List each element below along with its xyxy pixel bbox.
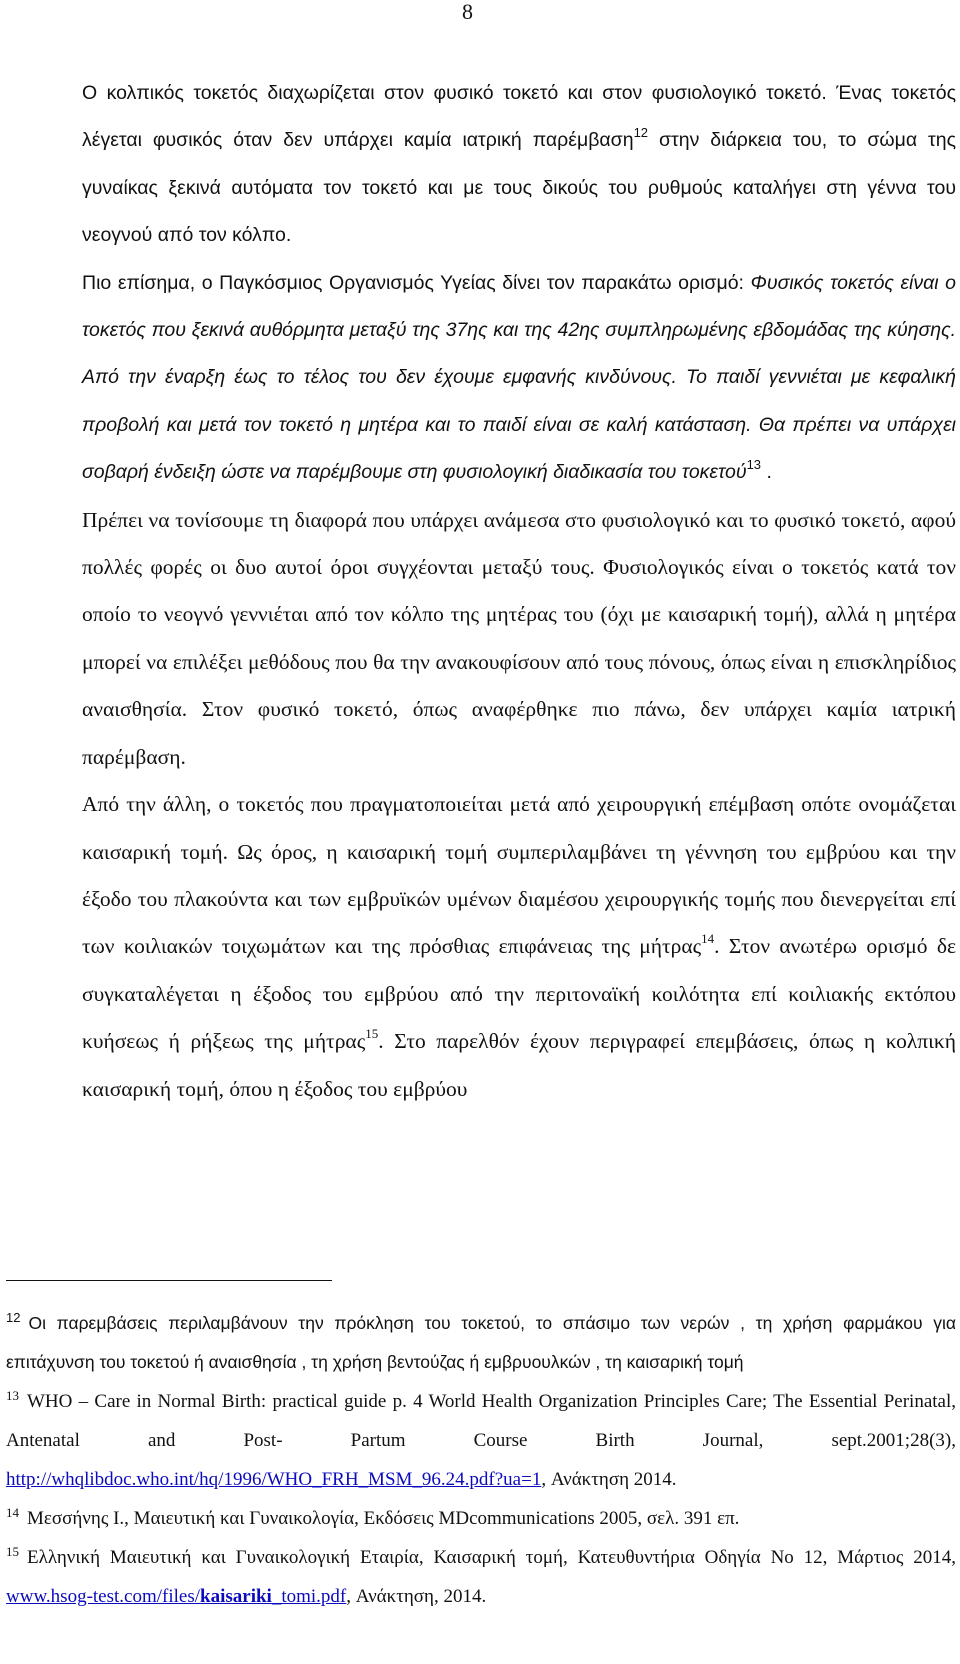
- footnote-number: 15: [6, 1543, 19, 1559]
- hsog-pdf-link[interactable]: [6, 1586, 346, 1607]
- footnote-number: 13: [6, 1387, 19, 1403]
- text-run: .: [761, 461, 772, 484]
- body-text: [6, 70, 956, 1113]
- footnote-13: [6, 1382, 956, 1499]
- link-part-bold: kaisariki: [200, 1586, 272, 1607]
- footnote-14: [6, 1499, 956, 1538]
- paragraph-difference: Πρέπει να τονίσουμε τη διαφορά που υπάρχει ανάμεσα στο φυσιολογικό και το φυσικό τοκετό, αφού πολλές φορές οι δυο αυτοί όροι συγχέονται μεταξύ τους. Φυσιολογικός είναι ο τοκετός κατά τον οποίο το νεογνό γεννιέται από τον κόλπο της μητέρας του (όχι με καισαρική τομή), αλλά η μητέρα μπορεί να επιλέξει μεθόδους που θα την ανακουφίσουν από τους πόνους, όπως είναι η επισκληρίδιος αναισθησία. Στον φυσικό τοκετό, όπως αναφέρθηκε πιο πάνω, δεν υπάρχει καμία ιατρική παρέμβαση.: [82, 507, 956, 769]
- italic-definition: Φυσικός τοκετός είναι ο τοκετός που ξεκινά αυθόρμητα μεταξύ της 37ης και της 42ης συμπληρωμένης εβδομάδας της κύησης. Από την έναρξη έως το τέλος του δεν έχουμε εμφανής κινδύνους. Το παιδί γεννιέται με κεφαλική προβολή και μετά τον τοκετό η μητέρα και το παιδί είναι σε καλή κατάσταση. Θα πρέπει να υπάρχει σοβαρή ένδειξη ώστε να παρέμβουμε στη φυσιολογική διαδικασία του τοκετού: [82, 271, 956, 484]
- footnote-text: WHO – Care in Normal Birth: practical guide p. 4 World Health Organization Principles Care; The Essential Perinatal, Antenatal and Post- Partum Course Birth Journal, sept.2001;28(3),: [6, 1391, 956, 1451]
- text-run: Πιο επίσημα, ο Παγκόσμιος Οργανισμός Υγείας δίνει τον παρακάτω ορισμό:: [82, 271, 744, 294]
- paragraph-who-definition: [6, 260, 956, 497]
- text-run: Ο κολπικός τοκετός διαχωρίζεται στον φυσικό τοκετό και στον φυσιολογικό τοκετό. Ένας τοκετός λέγεται φυσικός όταν δεν υπάρχει καμία ιατρική παρέμβαση: [82, 82, 956, 152]
- footnote-number: 14: [6, 1504, 19, 1520]
- footnotes: [6, 1304, 956, 1616]
- text-run: . Στο παρελθόν έχουν περιγραφεί επεμβάσεις, όπως η κολπική καισαρική τομή, όπου η έξοδος του εμβρύου: [82, 1029, 956, 1101]
- footnote-15: [6, 1538, 956, 1616]
- footnote-text: Ελληνική Μαιευτική και Γυναικολογική Εταιρία, Καισαρική τομή, Κατευθυντήρια Οδηγία Νο 12, Μάρτιος 2014,: [27, 1547, 956, 1568]
- footnote-ref[interactable]: 15: [365, 1025, 379, 1041]
- link-part: www.hsog-test.com/files/: [6, 1586, 201, 1607]
- who-pdf-link[interactable]: http://whqlibdoc.who.int/hq/1996/WHO_FRH_MSM_96.24.pdf?ua=1: [6, 1469, 542, 1490]
- footnote-number: 12: [6, 1310, 21, 1326]
- page-number: 8: [462, 0, 473, 24]
- footnote-12: [6, 1304, 956, 1382]
- text-run: Από την άλλη, ο τοκετός που πραγματοποιείται μετά από χειρουργική επέμβαση οπότε ονομάζεται καισαρική τομή. Ως όρος, η καισαρική τομή συμπεριλαμβάνει τη γέννηση του εμβρύου και την έξοδο του πλακούντα και των εμβρυϊκών υμένων διαμέσου χειρουργικής τομής που διενεργείται επί των κοιλιακών τοιχωμάτων και της πρόσθιας επιφάνειας της μήτρας: [82, 792, 956, 959]
- footnote-ref[interactable]: 14: [701, 931, 715, 947]
- paragraph-natural-birth: [6, 70, 956, 260]
- footnote-text: , Ανάκτηση, 2014.: [346, 1586, 487, 1607]
- text-run: στην διάρκεια του, το σώμα της γυναίκας ξεκινά αυτόματα τον τοκετό και με τους δικούς του ρυθμούς καταλήγει στη γέννα του νεογνού από τον κόλπο.: [82, 129, 957, 247]
- text-run: . Στον ανωτέρω ορισμό δε συγκαταλέγεται η έξοδος του εμβρύου από την περιτοναϊκή κοιλότητα επί κοιλιακής εκτόπου κυήσεως ή ρήξεως της μήτρας: [82, 934, 956, 1054]
- link-part: _tomi.pdf: [271, 1586, 347, 1607]
- footnote-ref[interactable]: 12: [633, 124, 649, 140]
- footnote-text: , Ανάκτηση 2014.: [541, 1469, 677, 1490]
- footnote-text: Μεσσήνης Ι., Μαιευτική και Γυναικολογία, Εκδόσεις MDcommunications 2005, σελ. 391 επ.: [27, 1508, 740, 1529]
- footnote-ref[interactable]: 13: [746, 456, 762, 472]
- footnote-text: Οι παρεμβάσεις περιλαμβάνουν την πρόκληση του τοκετού, το σπάσιμο των νερών , τη χρήση φαρμάκου για επιτάχυνση του τοκετού ή αναισθησία , τη χρήση βεντούζας ή εμβρυουλκών , τη καισαρική τομή: [6, 1313, 956, 1372]
- paragraph-caesarean: [6, 781, 956, 1113]
- footnote-separator: [6, 1280, 332, 1281]
